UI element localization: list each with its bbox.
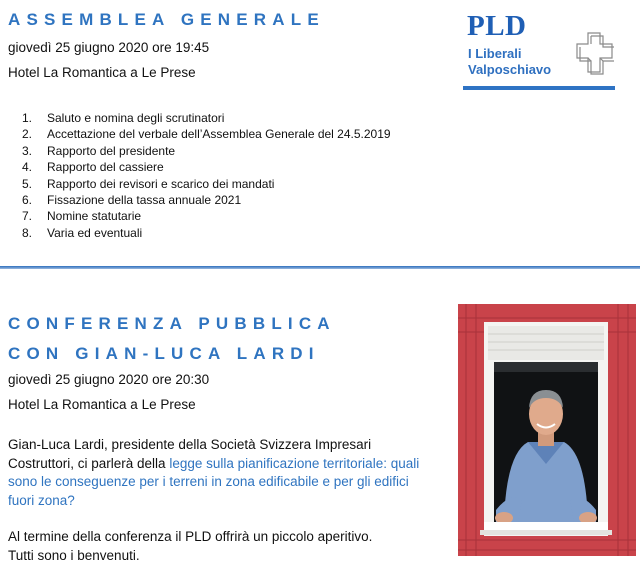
logo-underline	[463, 86, 615, 90]
agenda-item: 2. Accettazione del verbale dell’Assemblea Generale del 24.5.2019	[22, 127, 391, 142]
agenda-item: 1. Saluto e nomina degli scrutinatori	[22, 111, 225, 125]
assembly-venue: Hotel La Romantica a Le Prese	[8, 65, 196, 80]
agenda-list	[22, 110, 391, 241]
logo-line1: I Liberali	[468, 46, 522, 61]
logo-line2: Valposchiavo	[468, 62, 552, 77]
pld-logo	[463, 10, 615, 92]
conference-date: giovedì 25 giugno 2020 ore 20:30	[8, 372, 210, 387]
speaker-photo	[458, 304, 636, 556]
agenda-item: 7. Nomine statutarie	[22, 209, 142, 224]
assembly-date: giovedì 25 giugno 2020 ore 19:45	[8, 40, 210, 55]
conference-title-line1: CONFERENZA PUBBLICA	[8, 314, 336, 333]
agenda-item: 5. Rapporto dei revisori e scarico dei mandati	[22, 176, 275, 191]
agenda-item: 3. Rapporto del presidente	[22, 143, 176, 158]
closing-line2: Tutti sono i benvenuti.	[8, 548, 140, 563]
description-intro: Gian-Luca Lardi, presidente della Società Svizzera Impresari Costruttori, ci parlerà della	[8, 437, 372, 471]
conference-venue: Hotel La Romantica a Le Prese	[8, 397, 196, 412]
agenda-item: 8. Varia ed eventuali	[22, 225, 143, 240]
description-topic: legge sulla pianificazione territoriale: quali sono le conseguenze per i terreni in zona edificabile e per gli edifici fuori zona?	[8, 455, 420, 508]
agenda-item: 4. Rapporto del cassiere	[22, 160, 164, 175]
swiss-cross-icon	[574, 30, 616, 76]
conference-description	[8, 436, 438, 510]
agenda-item: 6. Fissazione della tassa annuale 2021	[22, 192, 242, 207]
closing-line1: Al termine della conferenza il PLD offrirà un piccolo aperitivo.	[8, 529, 373, 544]
section-divider	[0, 266, 640, 269]
assembly-title: ASSEMBLEA GENERALE	[8, 10, 325, 29]
logo-name: PLD	[467, 10, 527, 42]
conference-title-line2: CON GIAN-LUCA LARDI	[8, 344, 320, 363]
